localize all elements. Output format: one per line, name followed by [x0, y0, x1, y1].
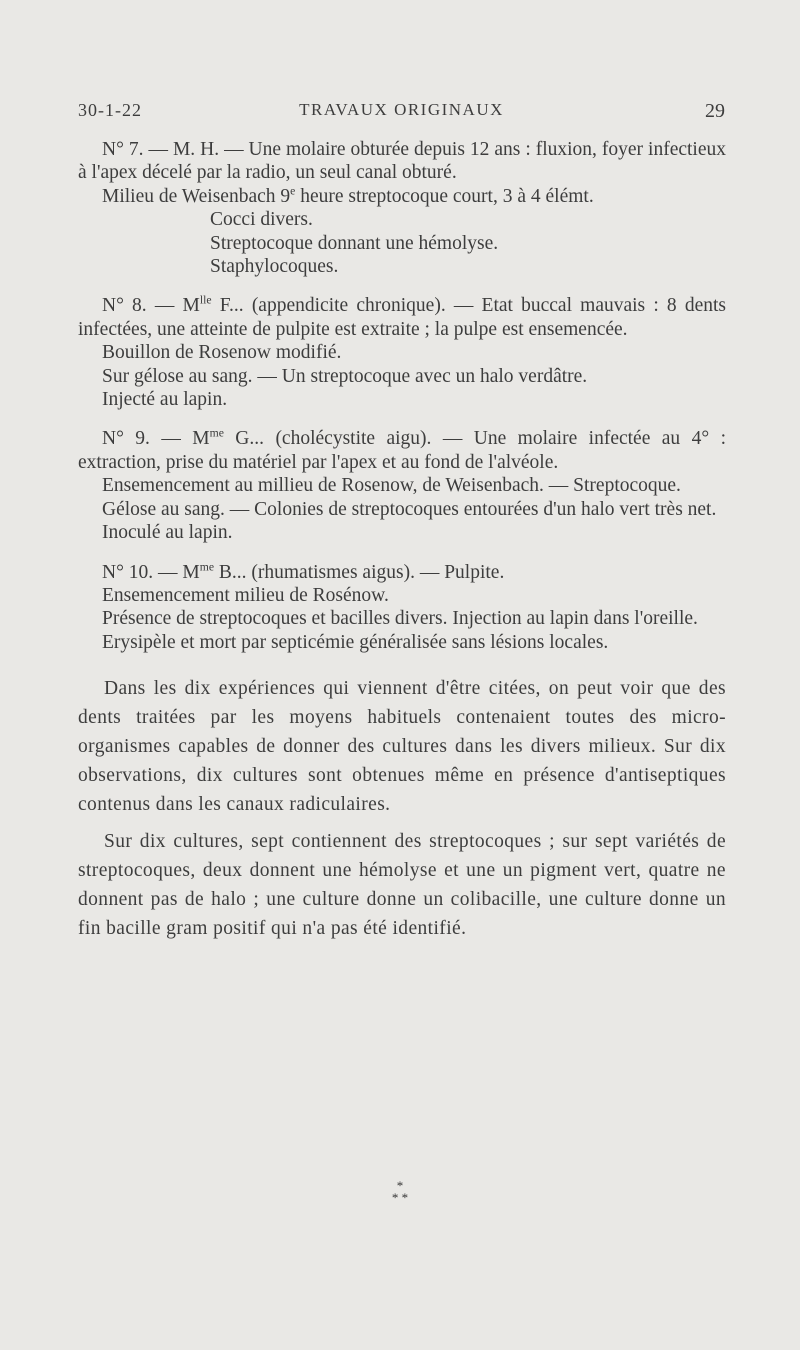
- case-7-milieu-text: Milieu de Weisenbach 9: [102, 185, 291, 207]
- case-10-line-3: Erysipèle et mort par septicémie généralisée sans lésions locales.: [102, 631, 609, 653]
- case-7-milieu-rest: heure streptocoque court, 3 à 4 élémt.: [295, 185, 594, 207]
- header-date: 30-1-22: [78, 100, 142, 120]
- case-7-milieu: [78, 185, 726, 208]
- case-8-title-text: N° 8. — M: [102, 295, 200, 317]
- header-title: TRAVAUX ORIGINAUX: [299, 100, 504, 119]
- case-8-line-3: Injecté au lapin.: [102, 389, 228, 411]
- case-9-title-rest: G... (cholécystite aigu). — Une molaire infectée au 4° : extraction, prise du matériel par l'apex et au fond de l'alvéole.: [78, 428, 726, 473]
- case-10-line-1: Ensemencement milieu de Rosénow.: [102, 584, 389, 606]
- case-7-strepto: Streptocoque donnant une hémolyse.: [210, 232, 499, 254]
- case-8-title-rest: F... (appendicite chronique). — Etat buccal mauvais : 8 dents infectées, une atteinte de pulpite est extraite ; la pulpe est ensemencée.: [78, 295, 726, 340]
- case-10-title: [78, 561, 726, 584]
- case-8-title: [78, 294, 726, 341]
- case-7-cocci: Cocci divers.: [210, 209, 313, 231]
- case-list: [78, 138, 726, 674]
- case-10-title-sup: me: [199, 560, 215, 573]
- case-8-line-1: Bouillon de Rosenow modifié.: [102, 342, 342, 364]
- running-header: [78, 100, 725, 126]
- case-9-title-text: N° 9. — M: [102, 428, 210, 450]
- case-10-title-rest: B... (rhumatismes aigus). — Pulpite.: [214, 561, 505, 583]
- case-10-title-text: N° 10. — M: [102, 561, 200, 583]
- case-9-title-sup: me: [209, 426, 224, 440]
- case-7-staph: Staphylocoques.: [210, 256, 339, 278]
- case-7-milieu-sup: e: [290, 184, 296, 198]
- case-8: [78, 294, 726, 411]
- section-ornament: [0, 1180, 800, 1204]
- case-8-title-sup: lle: [199, 293, 212, 307]
- case-10-line-2: Présence de streptocoques et bacilles divers. Injection au lapin dans l'oreille.: [102, 608, 698, 630]
- page-number: 29: [705, 100, 725, 122]
- case-9-line-2: Gélose au sang. — Colonies de streptocoques entourées d'un halo vert très net.: [102, 498, 717, 520]
- conclusion-paragraph-2: Sur dix cultures, sept contiennent des streptocoques ; sur sept variétés de streptocoques, deux donnent une hémolyse et une un pigment vert, quatre ne donnent pas de halo ; une culture donne un colibacille, une culture donne un fin bacille gram positif qui n'a pas été identifié.: [78, 831, 726, 940]
- ornament-stars-bottom: * *: [391, 1190, 409, 1205]
- case-9: [78, 427, 726, 544]
- case-9-title: [78, 427, 726, 474]
- case-9-line-3: Inoculé au lapin.: [102, 522, 233, 544]
- case-9-line-1: Ensemencement au millieu de Rosenow, de Weisenbach. — Streptocoque.: [102, 475, 681, 497]
- conclusion: [78, 674, 726, 943]
- body-text: [78, 138, 726, 943]
- case-8-line-2: Sur gélose au sang. — Un streptocoque avec un halo verdâtre.: [102, 365, 588, 387]
- ornament-star-top: *: [396, 1178, 404, 1193]
- conclusion-paragraph-1: Dans les dix expériences qui viennent d'être citées, on peut voir que des dents traitées par les moyens habituels contenaient toutes des micro-organismes capables de donner des cultures dans les divers milieux. Sur dix observations, dix cultures sont obtenues même en présence d'antiseptiques contenus dans les canaux radiculaires.: [78, 678, 726, 816]
- case-10: [78, 561, 726, 655]
- case-7-title: N° 7. — M. H. — Une molaire obturée depuis 12 ans : fluxion, foyer infectieux à l'apex décelé par la radio, un seul canal obturé.: [78, 139, 726, 184]
- case-7: [78, 138, 726, 278]
